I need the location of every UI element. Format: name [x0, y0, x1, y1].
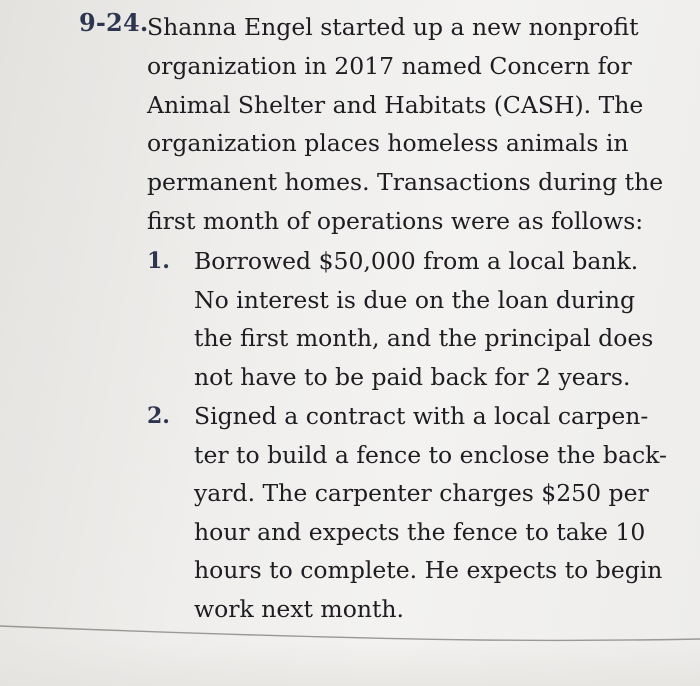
- item-line: yard. The carpenter charges $250 per: [194, 479, 649, 508]
- item-line: not have to be paid back for 2 years.: [194, 362, 631, 391]
- item-line: hours to complete. He expects to begin: [194, 556, 663, 585]
- item-number: 2.: [147, 403, 170, 429]
- item-line: No interest is due on the loan during: [194, 285, 635, 314]
- intro-line: organization places homeless animals in: [147, 129, 629, 158]
- item-line: the first month, and the principal does: [194, 324, 654, 353]
- page-divider-line: [0, 620, 700, 650]
- item-line: hour and expects the fence to take 10: [194, 517, 646, 546]
- problem-intro: [147, 8, 664, 241]
- item-line: Borrowed $50,000 from a local bank.: [194, 247, 639, 275]
- item-text: [194, 397, 667, 629]
- intro-line: first month of operations were as follows:: [147, 206, 644, 235]
- intro-line: Shanna Engel started up a new nonprofit: [147, 13, 639, 41]
- intro-line: permanent homes. Transactions during the: [147, 168, 664, 197]
- item-text: [194, 242, 653, 396]
- intro-line: organization in 2017 named Concern for: [147, 51, 632, 80]
- item-line: work next month.: [194, 594, 405, 623]
- item-line: ter to build a fence to enclose the back-: [194, 440, 667, 469]
- item-line: Signed a contract with a local carpen-: [194, 402, 649, 430]
- intro-line: Animal Shelter and Habitats (CASH). The: [147, 90, 644, 119]
- problem-number: 9-24.: [79, 8, 149, 37]
- item-number: 1.: [147, 248, 170, 274]
